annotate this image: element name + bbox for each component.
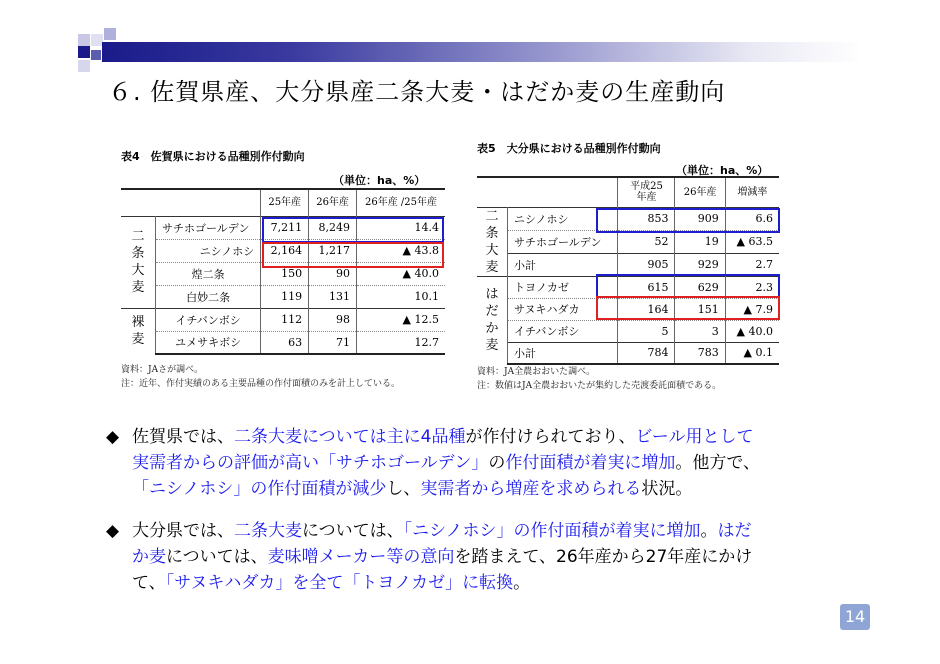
table5-subtotal-label: 小計: [508, 253, 618, 276]
body-text: の: [488, 453, 506, 473]
table4-header: 26年産: [309, 189, 357, 216]
header-square: [91, 50, 101, 60]
table5-cell: ▲ 40.0: [725, 320, 779, 342]
table4-group-label: 二 条 大 麦: [121, 216, 156, 308]
table4-header: 26年産 /25年産: [357, 189, 445, 216]
header-square: [78, 46, 90, 58]
table4-cell: 131: [309, 285, 357, 308]
table5-variety: サヌキハダカ: [508, 298, 618, 320]
table5-cell: 164: [618, 298, 675, 320]
table4-cell: 1,217: [309, 239, 357, 262]
body-text: て、: [132, 573, 166, 593]
table5-variety: イチバンボシ: [508, 320, 618, 342]
body-text: 。: [513, 573, 531, 593]
bullet-diamond-icon: ◆: [106, 427, 120, 447]
bullet-oita: [106, 518, 753, 596]
table5-cell: 783: [675, 342, 725, 364]
highlighted-text: ビール用として: [635, 427, 754, 447]
table5-cell: 615: [618, 276, 675, 298]
table4-caption: 表4 佐賀県における品種別作付動向: [121, 150, 305, 163]
table5-cell: ▲ 0.1: [725, 342, 779, 364]
table4-variety: 煌二条: [156, 262, 261, 285]
header-square: [78, 60, 90, 72]
header-bar: [102, 42, 862, 62]
highlighted-text: 麦味噌メーカー等の意向: [267, 547, 455, 567]
table4-cell: 98: [309, 308, 357, 331]
table4-cell: 150: [261, 262, 309, 285]
body-text: 。他方で、: [675, 453, 760, 473]
highlighted-text: 二条大麦については主に4品種: [234, 427, 466, 447]
table4-cell: 90: [309, 262, 357, 285]
table5-footnote: 注：数値はJA全農おおいたが集約した売渡委託面積である。: [477, 381, 722, 391]
table4-cell: ▲ 12.5: [357, 308, 445, 331]
table4-variety: イチバンボシ: [156, 308, 261, 331]
table5-cell: 6.6: [725, 207, 779, 230]
table5-cell: 5: [618, 320, 675, 342]
table5-cell: 853: [618, 207, 675, 230]
table4-cell: 10.1: [357, 285, 445, 308]
table4: [121, 188, 445, 355]
table4-footnote: 注：近年、作付実績のある主要品種の作付面積のみを計上している。: [121, 379, 401, 389]
header-square: [104, 28, 116, 40]
bullet-line: [132, 476, 760, 502]
body-text: 。: [700, 521, 718, 541]
table4-cell: 8,249: [309, 216, 357, 239]
highlighted-text: 実需者から増産を求められる: [420, 479, 642, 499]
table5-header: 平成25 年産: [618, 177, 675, 207]
bullet-line: [132, 424, 760, 450]
bullet-saga: [106, 424, 760, 502]
page-number: 14: [840, 604, 870, 630]
table5: [477, 176, 779, 365]
table5-unit: （単位：ha、%）: [676, 164, 769, 177]
table5-subtotal-label: 小計: [508, 342, 618, 364]
body-text: 大分県では、: [132, 521, 234, 541]
table4-unit: （単位：ha、%）: [333, 174, 426, 187]
body-text: については、: [302, 521, 404, 541]
table4-cell: 12.7: [357, 331, 445, 354]
table5-header: 26年産: [675, 177, 725, 207]
table5-cell: 52: [618, 230, 675, 253]
table5-cell: 3: [675, 320, 725, 342]
table4-cell: 63: [261, 331, 309, 354]
body-text: し、: [386, 479, 421, 499]
table5-cell: 19: [675, 230, 725, 253]
table5-cell: 929: [675, 253, 725, 276]
highlighted-text: 「ニシノホシ」の作付面積が減少: [132, 479, 387, 499]
table4-cell: 112: [261, 308, 309, 331]
header-square: [78, 34, 90, 46]
table4-variety: ユメサキボシ: [156, 331, 261, 354]
table5-cell: 2.3: [725, 276, 779, 298]
table4-cell: 119: [261, 285, 309, 308]
table5-group-label: は だ か 麦: [477, 276, 508, 364]
slide-title: ６. 佐賀県産、大分県産二条大麦・はだか麦の生産動向: [108, 78, 726, 106]
highlighted-text: 二条大麦: [234, 521, 302, 541]
table5-cell: 2.7: [725, 253, 779, 276]
highlighted-text: 実需者からの評価が高い「サチホゴールデン」: [132, 453, 489, 473]
table4-group-label: 裸 麦: [121, 308, 156, 354]
body-text: 佐賀県では、: [132, 427, 234, 447]
bullet-diamond-icon: ◆: [106, 521, 120, 541]
body-text: 状況。: [641, 479, 693, 499]
highlighted-text: か麦: [132, 547, 166, 567]
table5-cell: ▲ 7.9: [725, 298, 779, 320]
table5-caption: 表5 大分県における品種別作付動向: [477, 142, 661, 155]
table5-group-label: 二 条 大 麦: [477, 207, 508, 276]
table4-cell: ▲ 43.8: [357, 239, 445, 262]
bullet-line: [132, 544, 752, 570]
table5-variety: サチホゴールデン: [508, 230, 618, 253]
highlighted-text: 「サヌキハダカ」を全て「トヨノカゼ」に転換: [165, 573, 514, 593]
table5-header: 増減率: [725, 177, 779, 207]
table5-variety: ニシノホシ: [508, 207, 618, 230]
highlighted-text: はだ: [717, 521, 752, 541]
table5-cell: 629: [675, 276, 725, 298]
bullet-line: [132, 450, 760, 476]
table4-header: 25年産: [261, 189, 309, 216]
table4-cell: 71: [309, 331, 357, 354]
table5-cell: 909: [675, 207, 725, 230]
table5-cell: 905: [618, 253, 675, 276]
table4-cell: 14.4: [357, 216, 445, 239]
highlighted-text: 「ニシノホシ」の作付面積が着実に増加: [403, 521, 701, 541]
table4-variety: サチホゴールデン: [156, 216, 261, 239]
table5-variety: トヨノカゼ: [508, 276, 618, 298]
bullet-line: [132, 570, 752, 596]
bullet-line: [132, 518, 752, 544]
table5-source: 資料：JA全農おおいた調べ。: [477, 367, 596, 377]
table4-variety: ニシノホシ: [156, 239, 261, 262]
table4-cell: 2,164: [261, 239, 309, 262]
body-text: を踏まえて、26年産から27年産にかけ: [454, 547, 753, 567]
table4-cell: 7,211: [261, 216, 309, 239]
table4-cell: ▲ 40.0: [357, 262, 445, 285]
table5-cell: 784: [618, 342, 675, 364]
highlighted-text: 作付面積が着実に増加: [505, 453, 676, 473]
body-text: については、: [166, 547, 268, 567]
table4-variety: 白妙二条: [156, 285, 261, 308]
table4-source: 資料：JAさが調べ。: [121, 365, 204, 375]
table5-cell: ▲ 63.5: [725, 230, 779, 253]
table5-cell: 151: [675, 298, 725, 320]
body-text: が作付けられており、: [465, 427, 636, 447]
